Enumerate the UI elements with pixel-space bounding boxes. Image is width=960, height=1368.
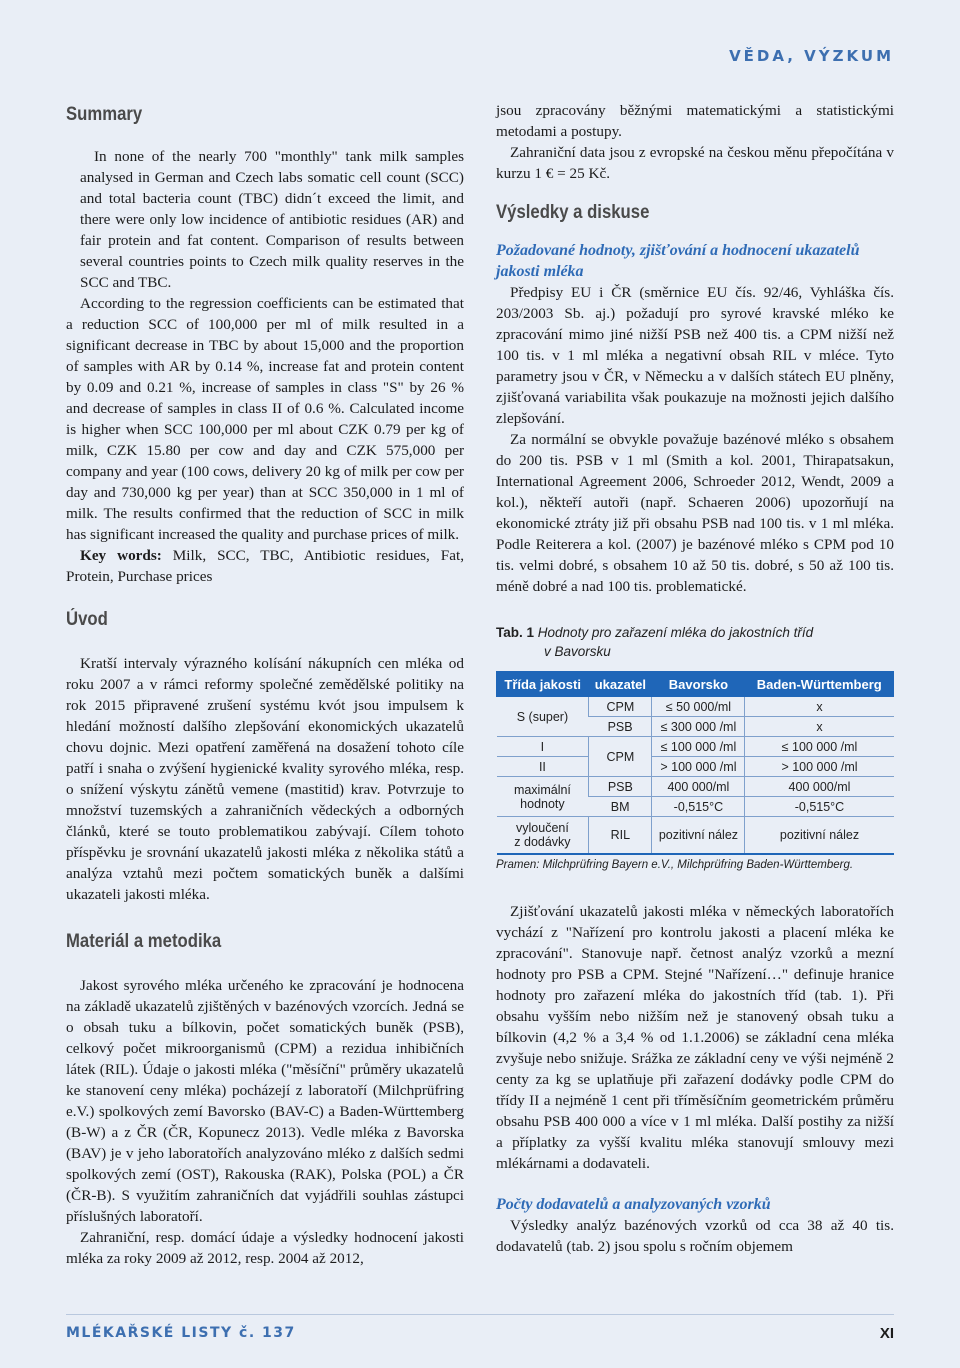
keywords-label: Key words: (80, 547, 162, 564)
summary-paragraph-1: In none of the nearly 700 "monthly" tank milk samples analysed in German and Czech labs somatic cell count (SCC) and total bacteria count (TBC) didn´t exceed the limit, and there were only low incidence of antibiotic residues (AR) and fair protein and fat content. Comparison of results between several countries points to Czech milk quality reserves in the SCC and TBC. (80, 148, 464, 291)
table-cell: 400 000/ml (745, 777, 894, 797)
table-row (497, 817, 894, 855)
table-cell: > 100 000 /ml (745, 757, 894, 777)
quality-class-table (496, 671, 894, 855)
table-row (497, 697, 894, 717)
table-cell: CPM (589, 697, 652, 717)
table-cell-line: maximální (513, 782, 571, 797)
table-cell: > 100 000 /ml (652, 757, 745, 777)
materials-paragraph-2: Zahraniční, resp. domácí údaje a výsledky hodnocení jakosti mléka za roky 2009 až 2012, resp. 2004 až 2012, (66, 1229, 464, 1267)
footer-divider (66, 1314, 894, 1315)
table-header-row (497, 672, 894, 697)
table-cell (497, 817, 589, 855)
table-cell: BM (589, 797, 652, 817)
table-cell: RIL (589, 817, 652, 855)
table-cell-line: z dodávky (514, 835, 571, 849)
table-source: Pramen: Milchprüfring Bayern e.V., Milchprüfring Baden-Württemberg. (496, 859, 854, 871)
table-cell: 400 000/ml (652, 777, 745, 797)
table-row (497, 737, 894, 757)
requirements-paragraph-1: Předpisy EU i ČR (směrnice EU čís. 92/46, Vyhláška čís. 203/2003 Sb. aj.) požadují pro syrové kravské mléko ke zpracování mimo jiné nižší PSB než 400 tis. a CPM nižší než 100 tis. v 1 ml mléka a negativní obsah RIL v mléce. Tyto parametry jsou v ČR, v Německu a v dalších státech EU plněny, zjišťovaná variabilita však poukazuje na možnosti jejich dalšího zlepšování. (496, 284, 894, 427)
table-header-indicator: ukazatel (589, 672, 652, 697)
table-caption-text-2: v Bavorsku (544, 644, 611, 659)
table-row (497, 757, 894, 777)
table-cell: PSB (589, 777, 652, 797)
table-cell: x (745, 717, 894, 737)
keywords (66, 545, 464, 587)
table-cell: I (497, 737, 589, 757)
summary-block (66, 146, 464, 293)
table-caption-label: Tab. 1 (496, 625, 535, 640)
table-header-bw: Baden-Württemberg (745, 672, 894, 697)
table-caption (496, 623, 894, 661)
table-cell: PSB (589, 717, 652, 737)
table-cell: pozitivní nález (745, 817, 894, 855)
table-row (497, 777, 894, 797)
table-cell: CPM (589, 737, 652, 777)
page-number: XI (879, 1325, 894, 1342)
journal-name: MLÉKAŘSKÉ LISTY č. 137 (66, 1325, 296, 1341)
table-cell-line: hodnoty (520, 796, 565, 811)
regulation-paragraph: Zjišťování ukazatelů jakosti mléka v německých laboratořích vychází z "Nařízení pro kontrolu jakosti a placení mléka ke zpracování". Stanovuje např. četnost analýz vzorků a mezní hodnoty pro PSB a CPM. Stejné "Nařízení…" definuje hranice hodnoty pro zařazení mléka do jakostních tříd (tab. 1). Při obsahu vyšším nebo nižším než je stanovený obsah tuku a bílkovin (4,2 % a 3,4 % od 1.1.2006) se základní cena mléka zvyšuje nebo snižuje. Srážka ze základní ceny ve výši nejméně 2 centy za kg se uplatňuje při zařazení dodávky podle CPM do třídy II a nejméně 1 cent při tříměsíčním geometrickém průměru obsahu PSB 400 000 a více v 1 ml mléka. Další postihy za nižší a příplatky za vyšší kvalitu mléka stanovují smlouvy mezi mlékárnami a dodavateli. (496, 903, 894, 1172)
table-caption-text: Hodnoty pro zařazení mléka do jakostních tříd (537, 625, 814, 640)
subheading-requirements: Požadované hodnoty, zjišťování a hodnocení ukazatelů jakosti mléka (496, 242, 860, 280)
materials-paragraph-1: Jakost syrového mléka určeného ke zpracování je hodnocena na základě ukazatelů zjištěných v bazénových vzorcích. Jedná se o obsah tuku a bílkovin, počet somatických buněk (PSB), celkový počet mikroorganismů (CPM) a rezidua inhibičních látek (RIL). Údaje o jakosti mléka ("měsíční" průměry ukazatelů ke stanovení ceny mléka) pocházejí z laboratoří (Milchprüfring e.V.) spolkových zemí Bavorsko (BAV-C) a Baden-Württemberg (B-W) a z ČR (ČR, Kopunecz 2013). Vedle mléka z Bavorska (BAV) je v jeho laboratořích analyzováno mléko z dalších sedmi spolkových zemí (OST), Rakouska (RAK), Polska (POL) a ČR (ČR-B). S využitím zahraničních dat vyjádřili souhlas zástupci příslušných laboratoří. (66, 977, 464, 1225)
uvod-heading: Úvod (66, 609, 108, 630)
uvod-paragraph: Kratší intervaly výrazného kolísání nákupních cen mléka od roku 2007 a v rámci reformy společné zemědělské politiky na rok 2015 připravené zrušení systému kvót jsou impulsem k hledání možností dalšího zlepšování ekonomických ukazatelů chovu dojnic. Mezi opatření zaměřená na dosažení tohoto cíle patří i snaha o zvýšení hygienické kvality syrového mléka, resp. o snížení výskytu zánětů vemene (mastitid) krav. Potvrzuje to množství tuzemských a zahraničních vědeckých a odborných článků, které se touto problematikou zabývají. Cílem tohoto příspěvku je srovnání ukazatelů jakosti mléka z několika států a analýza vztahů mezi počtem somatických buněk a dalšími ukazateli jakosti mléka. (66, 655, 464, 903)
table-cell-line: vyloučení (516, 821, 569, 835)
table-cell: x (745, 697, 894, 717)
table-cell: pozitivní nález (652, 817, 745, 855)
table-cell: ≤ 100 000 /ml (652, 737, 745, 757)
summary-paragraph-2: According to the regression coefficients can be estimated that a reduction SCC of 100,000 per ml of milk resulted in a significant decrease in TBC by about 15,000 and the proportion of samples with AR by 0.14 %, increase fat and protein content by 0.09 and 0.21 %, increase of samples in class "S" by 26 % and decrease of samples in class II of 0.6 %. Calculated income is higher when SCC 100,000 per ml about CZK 0.79 per kg of milk, CZK 15.80 per cow and day and CZK 575,000 per company and year (100 cows, delivery 20 kg of milk per cow per day and 730,000 kg per year) than at SCC 350,000 in 1 ml of milk. The results confirmed that the reduction of SCC in milk has significant increased the quality and purchase prices of milk. (66, 295, 464, 543)
section-header: VĚDA, VÝZKUM (729, 47, 894, 65)
table-header-class: Třída jakosti (497, 672, 589, 697)
left-column (66, 100, 464, 1269)
table-cell: -0,515°C (745, 797, 894, 817)
subheading-suppliers: Počty dodavatelů a analyzovaných vzorků (496, 1196, 771, 1213)
suppliers-paragraph: Výsledky analýz bazénových vzorků od cca 38 až 40 tis. dodavatelů (tab. 2) jsou spolu s ročním objemem (496, 1217, 894, 1255)
right-column (496, 100, 894, 1257)
table-header-bavaria: Bavorsko (652, 672, 745, 697)
results-heading: Výsledky a diskuse (496, 202, 650, 223)
table-cell (497, 777, 589, 817)
keywords-text: Milk, SCC, TBC, Antibiotic residues, Fat, Protein, Purchase prices (66, 547, 464, 585)
table-cell: S (super) (497, 697, 589, 737)
table-cell: ≤ 100 000 /ml (745, 737, 894, 757)
materials-methods-heading: Materiál a metodika (66, 931, 222, 952)
requirements-paragraph-2: Za normální se obvykle považuje bazénové mléko s obsahem do 200 tis. PSB v 1 ml (Smith a kol. 2001, Thirapatsakun, International Agreement 2006, Schroeder 2012, Wendt, 2009 a kol.), někteří autoři (např. Schaeren 2006) upozorňují na ekonomické ztráty již při obsahu PSB nad 100 tis. v 1 ml mléka. Podle Reiterera a kol. (2007) je bazénové mléko s CPM pod 10 tis. velmi dobré, s obsahem 10 až 50 tis. dobré, s 50 až 100 tis. méně dobré a nad 100 tis. problematické. (496, 431, 894, 595)
currency-paragraph: Zahraniční data jsou z evropské na českou měnu přepočítána v kurzu 1 € = 25 Kč. (496, 144, 894, 182)
summary-heading: Summary (66, 104, 143, 125)
table-cell: ≤ 300 000 /ml (652, 717, 745, 737)
table-cell: ≤ 50 000/ml (652, 697, 745, 717)
table-cell: II (497, 757, 589, 777)
continued-paragraph: jsou zpracovány běžnými matematickými a statistickými metodami a postupy. (496, 102, 894, 140)
table-cell: -0,515°C (652, 797, 745, 817)
